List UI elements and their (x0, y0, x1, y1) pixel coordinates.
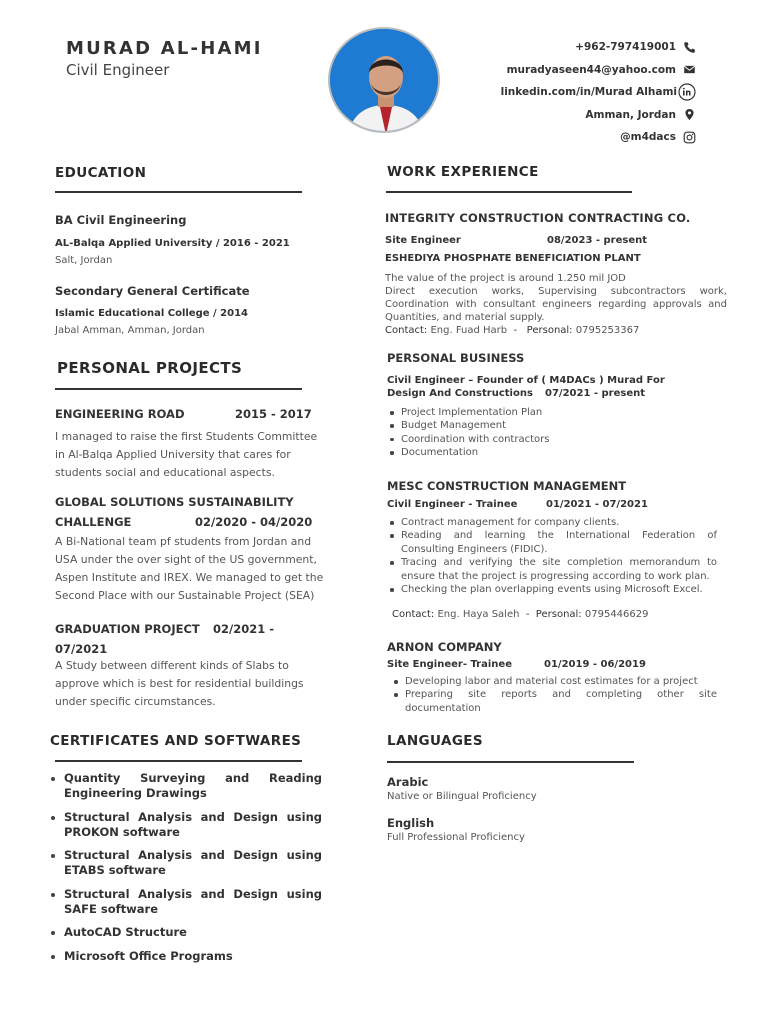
list-item: Contract management for company clients. (387, 516, 717, 529)
work-divider (386, 191, 632, 193)
mesc-duties-list (387, 516, 717, 596)
job-role: Site Engineer (385, 235, 461, 246)
education-degree: BA Civil Engineering (55, 213, 187, 227)
personal-value: 0795253367 (575, 325, 640, 336)
job-role: Site Engineer- Trainee (387, 659, 512, 670)
list-item: Structural Analysis and Design using SAFE software (50, 887, 322, 917)
project-name: GRADUATION PROJECT (55, 622, 200, 636)
profile-photo (328, 27, 440, 133)
list-item: Documentation (387, 446, 717, 459)
project-name: GLOBAL SOLUTIONS SUSTAINABILITY (55, 495, 294, 509)
project-description: A Study between different kinds of Slabs to approve which is best for residential buildings under specific circumstances. (55, 659, 304, 708)
language-level: Full Professional Proficiency (387, 832, 525, 843)
contact-label: Contact: (385, 325, 428, 336)
contact-linkedin[interactable] (501, 81, 696, 104)
list-item: Budget Management (387, 419, 717, 432)
arnon-duties-list (391, 675, 717, 715)
project-dates-continued: 07/2021 (55, 642, 108, 656)
list-item: Preparing site reports and completing other site documentation (391, 688, 717, 715)
languages-divider (387, 761, 634, 763)
education-school: Islamic Educational College / 2014 (55, 308, 248, 319)
education-divider (55, 191, 302, 193)
education-school: AL-Balqa Applied University / 2016 - 2021 (55, 238, 290, 249)
project-dates: 02/2020 - 04/2020 (195, 515, 313, 529)
contact-value: Eng. Fuad Harb (430, 325, 508, 336)
personal-label: Personal: (535, 609, 582, 620)
contact-location-text: Amman, Jordan (585, 108, 676, 121)
contact-phone-text[interactable]: +962-797419001 (575, 41, 676, 54)
contact-phone[interactable] (501, 36, 696, 59)
contact-instagram-text[interactable]: @m4dacs (620, 131, 676, 144)
job-role: Civil Engineer - Trainee (387, 499, 518, 510)
projects-heading: PERSONAL PROJECTS (57, 359, 243, 377)
list-item: AutoCAD Structure (50, 925, 322, 940)
envelope-icon (682, 63, 696, 77)
job-description (385, 272, 727, 337)
project-dates: 2015 - 2017 (235, 407, 312, 421)
company-name: INTEGRITY CONSTRUCTION CONTRACTING CO. (385, 211, 691, 225)
contact-linkedin-text[interactable]: linkedin.com/in/Murad Alhami (500, 86, 677, 99)
personal-value: 0795446629 (584, 609, 649, 620)
language-name: Arabic (387, 775, 429, 789)
resume-name: MURAD AL-HAMI (66, 38, 263, 59)
contact-instagram[interactable] (501, 126, 696, 149)
work-heading: WORK EXPERIENCE (387, 164, 539, 180)
job-dates: 07/2021 - present (545, 388, 646, 399)
contact-email-text[interactable]: muradyaseen44@yahoo.com (506, 63, 676, 76)
education-place: Jabal Amman, Amman, Jordan (55, 325, 205, 336)
list-item: Structural Analysis and Design using PROKON software (50, 810, 322, 840)
education-place: Salt, Jordan (55, 255, 113, 266)
language-name: English (387, 816, 435, 830)
certificates-heading: CERTIFICATES AND SOFTWARES (50, 733, 302, 749)
resume-title: Civil Engineer (66, 61, 170, 79)
business-heading: PERSONAL BUSINESS (387, 351, 525, 365)
project-name-continued: CHALLENGE (55, 515, 132, 529)
job-contact: Contact: Eng. Haya Saleh - Personal: 0795446629 (392, 609, 649, 620)
contact-label: Contact: (392, 609, 435, 620)
business-duties-list (387, 406, 717, 460)
job-contact: Contact: Eng. Fuad Harb - Personal: 0795253367 (385, 325, 640, 336)
project-name: ENGINEERING ROAD (55, 407, 185, 421)
project-description: A Bi-National team pf students from Jordan and USA under the over sight of the US government, Aspen Institute and IREX. We managed to get the Second Place with our Sustainable Project (SEA) (55, 535, 324, 602)
project-dates: 02/2021 - (213, 622, 274, 636)
job-role-continued: Design And Constructions (387, 388, 533, 399)
job-dates: 08/2023 - present (547, 235, 648, 246)
projects-divider (55, 388, 302, 390)
languages-heading: LANGUAGES (387, 733, 484, 749)
job-description-line: The value of the project is around 1.250 mil JOD (385, 273, 626, 284)
phone-icon (682, 40, 696, 54)
certificates-list (50, 771, 322, 972)
list-item: Structural Analysis and Design using ETABS software (50, 848, 322, 878)
linkedin-icon (678, 83, 696, 101)
list-item: Project Implementation Plan (387, 406, 717, 419)
location-pin-icon (682, 108, 696, 122)
list-item: Coordination with contractors (387, 433, 717, 446)
job-dates: 01/2019 - 06/2019 (544, 659, 646, 670)
list-item: Tracing and verifying the site completion memorandum to ensure that the project is progressing according to work plan. (387, 556, 717, 583)
personal-label: Personal: (526, 325, 573, 336)
list-item: Reading and learning the International Federation of Consulting Engineers (FIDIC). (387, 529, 717, 556)
contact-value: Eng. Haya Saleh (437, 609, 520, 620)
list-item: Developing labor and material cost estimates for a project (391, 675, 717, 688)
list-item: Microsoft Office Programs (50, 949, 322, 964)
instagram-icon (682, 130, 696, 144)
company-name: MESC CONSTRUCTION MANAGEMENT (387, 479, 627, 493)
job-description-line: Direct execution works, Supervising subcontractors work, Coordination with consultant engineers regarding approvals and Quantities, and material supply. (385, 286, 727, 323)
contact-email[interactable] (501, 59, 696, 82)
job-dates: 01/2021 - 07/2021 (546, 499, 648, 510)
company-name: ARNON COMPANY (387, 640, 502, 654)
certificates-divider (55, 760, 302, 762)
education-degree: Secondary General Certificate (55, 284, 250, 298)
education-heading: EDUCATION (55, 165, 147, 181)
job-role: Civil Engineer – Founder of ( M4DACs ) Murad For (387, 375, 665, 386)
list-item: Quantity Surveying and Reading Engineering Drawings (50, 771, 322, 801)
list-item: Checking the plan overlapping events using Microsoft Excel. (387, 583, 717, 596)
contact-location (501, 104, 696, 127)
language-level: Native or Bilingual Proficiency (387, 791, 537, 802)
contact-list (501, 36, 696, 149)
project-description: I managed to raise the first Students Committee in Al-Balqa Applied University that cares for students social and educational aspects. (55, 430, 318, 479)
project-title: ESHEDIYA PHOSPHATE BENEFICIATION PLANT (385, 253, 641, 264)
